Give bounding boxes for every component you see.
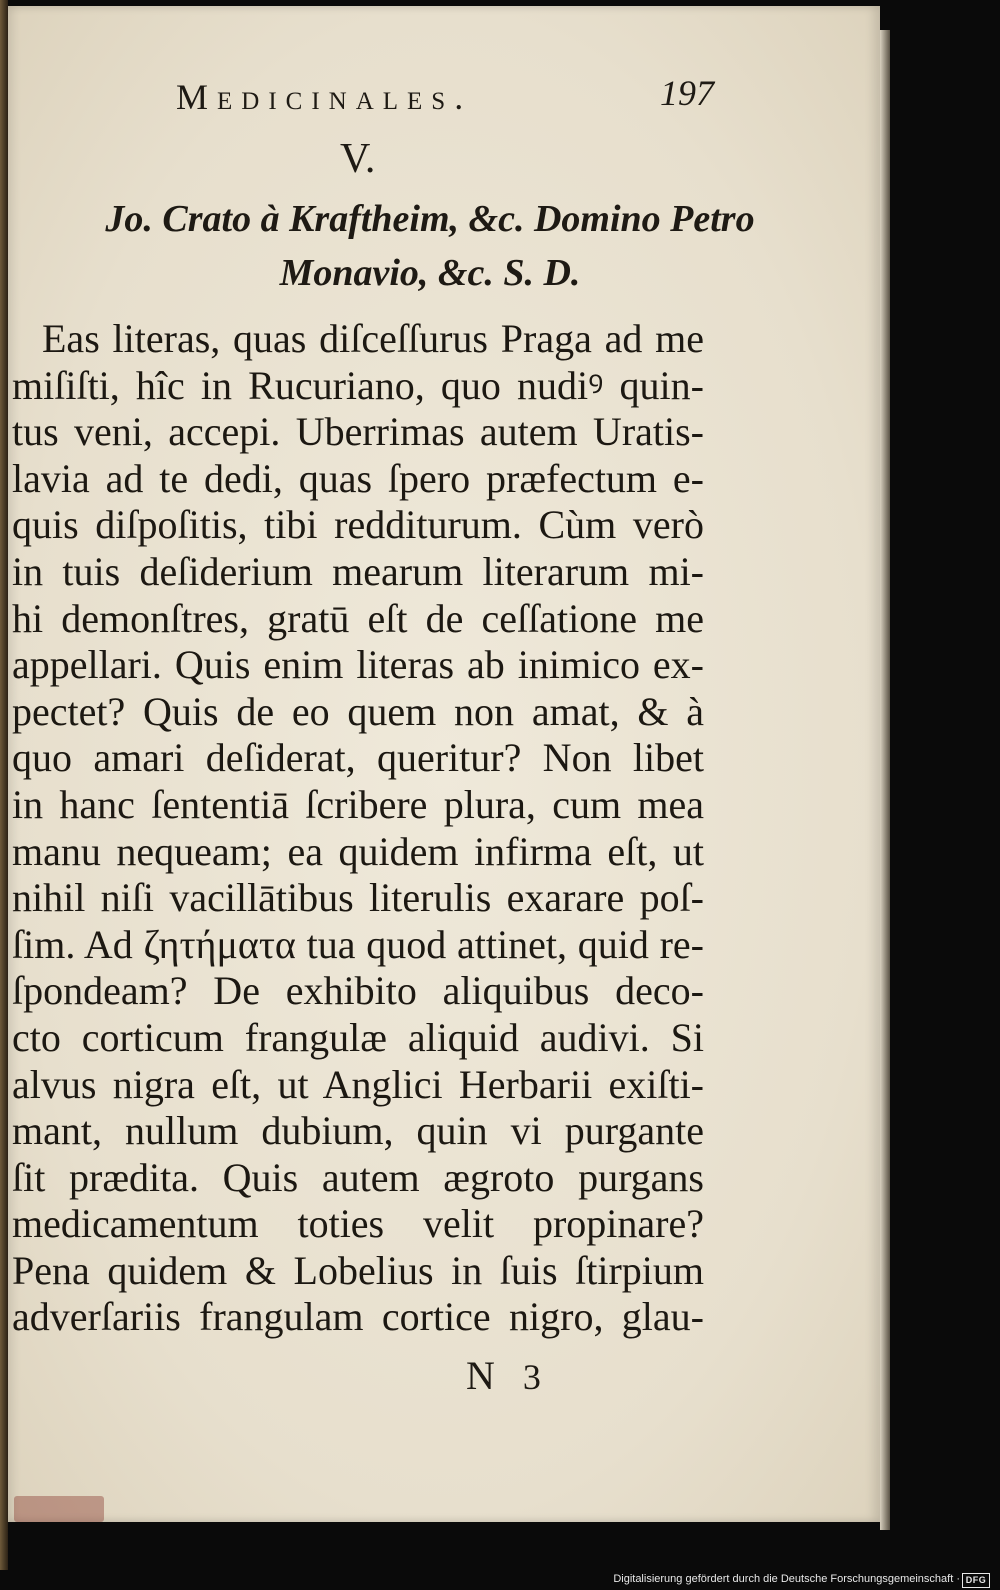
- body-line: cto corticum frangulæ aliquid audivi. Si: [12, 1014, 704, 1060]
- dfg-logo-icon: DFG: [962, 1573, 990, 1588]
- body-line: pectet? Quis de eo quem non amat, & à: [12, 688, 704, 734]
- book-spine: [0, 0, 8, 1590]
- body-line: alvus nigra eſt, ut Anglici Herbarii exiſti-: [12, 1061, 704, 1107]
- body-line: miſiſti, hîc in Rucuriano, quo nudiꝰ quin-: [12, 362, 704, 408]
- body-line: Eas literas, quas diſceſſurus Praga ad me: [42, 316, 704, 361]
- running-head: Medicinales.: [176, 77, 473, 117]
- body-line: hi demonſtres, gratū eſt de ceſſatione me: [12, 595, 704, 641]
- page-edge: [880, 30, 890, 1530]
- library-stamp-icon: [14, 1496, 104, 1522]
- section-number: V.: [340, 136, 376, 182]
- body-line: adverſariis frangulam cortice nigro, glau-: [12, 1294, 704, 1340]
- body-line: ſim. Ad ζητήματα tua quod attinet, quid re-: [12, 921, 704, 967]
- body-line: in hanc ſententiā ſcribere plura, cum mea: [12, 781, 704, 827]
- body-line: ſit prædita. Quis autem ægroto purgans: [12, 1154, 704, 1200]
- signature-letter: N: [466, 1353, 497, 1398]
- letter-body: [12, 316, 712, 1341]
- body-line: quo amari deſiderat, queritur? Non libet: [12, 735, 704, 781]
- body-line: in tuis deſiderium mearum literarum mi-: [12, 548, 704, 594]
- heading-line: Monavio, &c. S. D.: [279, 252, 581, 294]
- body-line: Pena quidem & Lobelius in ſuis ſtirpium: [12, 1247, 704, 1293]
- body-line: mant, nullum dubium, quin vi purgante: [12, 1108, 704, 1154]
- body-line: tus veni, accepi. Uberrimas autem Uratis-: [12, 409, 704, 455]
- body-line: lavia ad te dedi, quas ſpero præfectum e-: [12, 455, 704, 501]
- heading-line: Jo. Crato à Kraftheim, &c. Domino Petro: [105, 198, 755, 240]
- body-line: appellari. Quis enim literas ab inimico ex-: [12, 642, 704, 688]
- body-line: ſpondeam? De exhibito aliquibus deco-: [12, 968, 704, 1014]
- letter-heading: [60, 192, 800, 300]
- signature-mark: [466, 1352, 543, 1399]
- body-line: nihil niſi vacillātibus literulis exarare poſ-: [12, 875, 704, 921]
- body-line: medicamentum toties velit propinare?: [12, 1201, 704, 1247]
- body-line: manu nequeam; ea quidem infirma eſt, ut: [12, 828, 704, 874]
- body-line: quis diſpoſitis, tibi redditurum. Cùm verò: [12, 502, 704, 548]
- funding-credit: Digitalisierung gefördert durch die Deutsche Forschungsgemeinschaft ·: [613, 1573, 960, 1585]
- signature-number: 3: [522, 1357, 543, 1397]
- page-number: 197: [660, 73, 714, 113]
